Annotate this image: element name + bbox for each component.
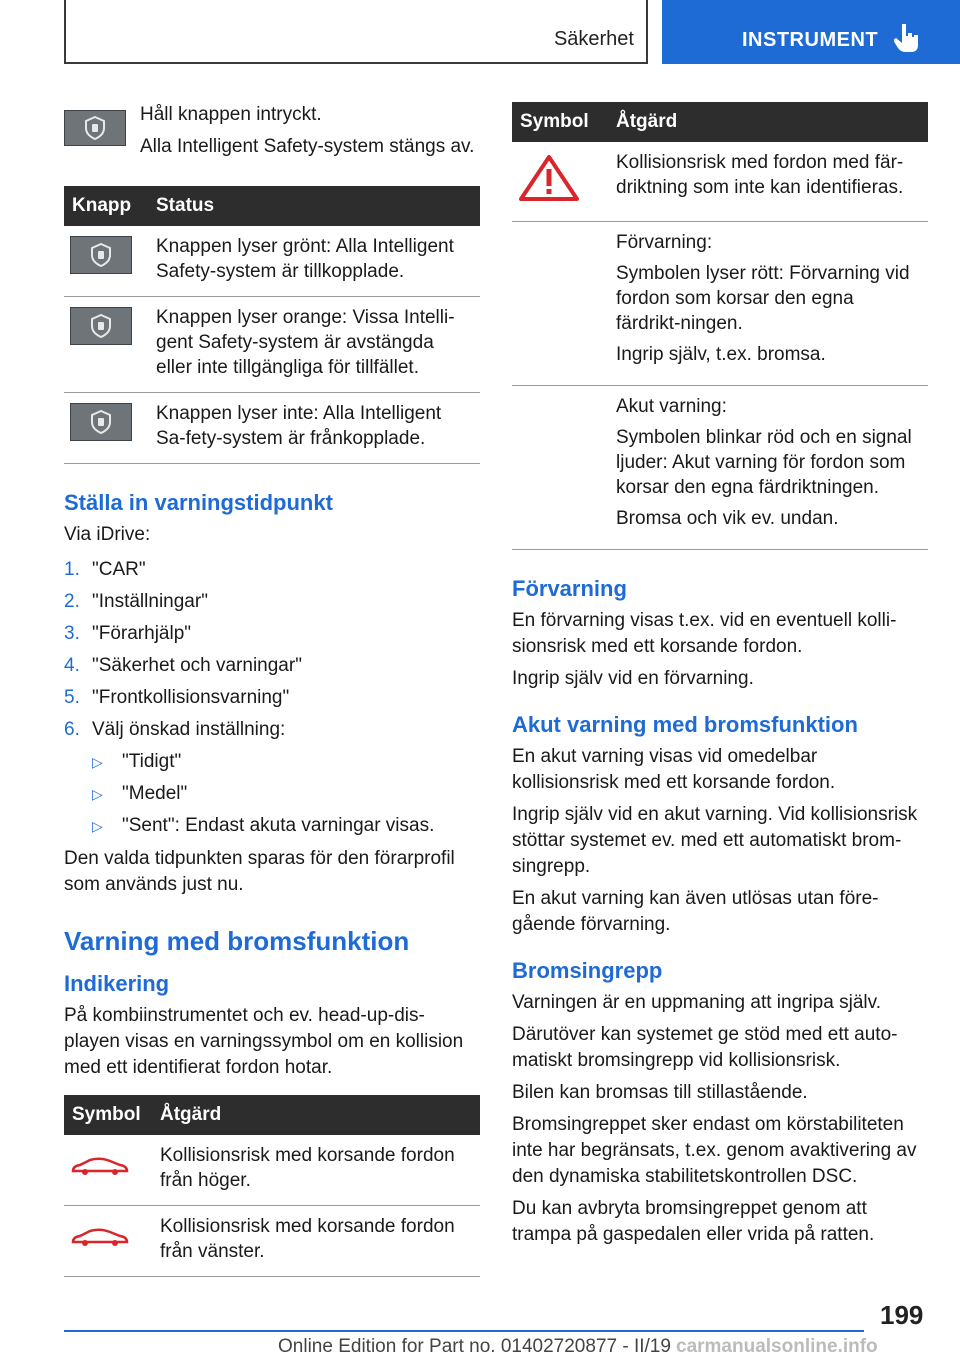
heading-brake-intervention: Bromsingrepp	[512, 958, 663, 983]
hand-pointer-icon	[894, 22, 920, 54]
table-row	[64, 226, 480, 297]
header-section-tab	[64, 0, 648, 64]
col-header-action: Åtgärd	[608, 102, 928, 142]
warning-triangle-icon	[518, 154, 580, 202]
intro-block	[64, 102, 480, 166]
paragraph: Därutöver kan systemet ge stöd med ett auto-matiskt bromsingrepp vid kollisionsrisk.	[512, 1024, 898, 1071]
paragraph: Ingrip själv vid en förvarning.	[512, 668, 754, 689]
paragraph: Ingrip själv vid en akut varning. Vid kollisionsrisk stöttar systemet ev. med ett automatiskt brom-singrepp.	[512, 804, 918, 877]
paragraph: En akut varning visas vid omedelbar kollisionsrisk med ett korsande fordon.	[512, 746, 836, 793]
steps-list	[64, 554, 480, 746]
list-item: ▷ "Medel"	[92, 783, 188, 804]
table-row	[512, 386, 928, 550]
action-text: Akut varning: Symbolen blinkar röd och en signal ljuder: Akut varning för fordon som korsar den egna färdriktningen. Bromsa och vik ev. undan.	[608, 386, 928, 550]
list-item: 6. Välj önskad inställning:	[64, 719, 286, 740]
safety-button-icon	[64, 110, 126, 146]
table-row	[64, 1206, 480, 1277]
table-row	[64, 393, 480, 464]
header-chapter-tab	[662, 0, 960, 64]
paragraph: Bromsingreppet sker endast om körstabiliteten inte har begränsats, t.ex. genom avaktivering av den dynamiska stabilitetskontrollen DSC.	[512, 1114, 917, 1187]
list-item: 1. "CAR"	[64, 559, 146, 580]
left-column	[64, 102, 480, 1277]
list-item: 5. "Frontkollisionsvarning"	[64, 687, 290, 708]
heading-acute-warning: Akut varning med bromsfunktion	[512, 712, 858, 737]
action-text: Kollisionsrisk med fordon med fär-driktning som inte kan identifieras.	[608, 142, 928, 222]
action-text: Kollisionsrisk med korsande fordon från höger.	[152, 1135, 480, 1206]
list-item: 4. "Säkerhet och varningar"	[64, 655, 302, 676]
car-crossing-right-icon	[70, 1155, 130, 1177]
right-column	[512, 102, 928, 1254]
safety-button-icon	[70, 236, 132, 274]
chapter-title: INSTRUMENT	[742, 29, 879, 51]
paragraph: Bilen kan bromsas till stillastående.	[512, 1082, 808, 1103]
symbol-action-table-left	[64, 1095, 480, 1277]
col-header-action: Åtgärd	[152, 1095, 480, 1135]
intro-line-2: Alla Intelligent Safety-system stängs av.	[140, 136, 475, 157]
via-idrive: Via iDrive:	[64, 524, 151, 545]
safety-button-icon	[70, 403, 132, 441]
list-item: ▷ "Tidigt"	[92, 751, 182, 772]
list-item: ▷ "Sent": Endast akuta varningar visas.	[92, 815, 435, 836]
table-row	[64, 1135, 480, 1206]
action-text: Förvarning: Symbolen lyser rött: Förvarning vid fordon som korsar den egna färdrikt-ningen. Ingrip själv, t.ex. bromsa.	[608, 222, 928, 386]
status-text: Knappen lyser grönt: Alla Intelligent Safety-system är tillkopplade.	[148, 226, 480, 297]
footer-divider	[64, 1330, 864, 1332]
intro-line-1: Håll knappen intryckt.	[140, 104, 322, 125]
page-number: 199	[880, 1300, 924, 1330]
indication-text: På kombiinstrumentet och ev. head-up-dis-playen visas en varningssymbol om en kollision med ett identifierat fordon hotar.	[64, 1005, 464, 1078]
heading-brake-warning: Varning med bromsfunktion	[64, 926, 410, 956]
heading-warning-time: Ställa in varningstidpunkt	[64, 490, 333, 515]
table-row	[512, 142, 928, 222]
col-header-button: Knapp	[64, 186, 148, 226]
safety-button-icon	[70, 307, 132, 345]
list-item: 3. "Förarhjälp"	[64, 623, 192, 644]
paragraph: En förvarning visas t.ex. vid en eventuell kolli-sionsrisk med ett korsande fordon.	[512, 610, 897, 657]
col-header-symbol: Symbol	[64, 1095, 152, 1135]
heading-indication: Indikering	[64, 971, 170, 996]
paragraph: En akut varning kan även utlösas utan före-gående förvarning.	[512, 888, 879, 935]
paragraph: Varningen är en uppmaning att ingripa själv.	[512, 992, 881, 1013]
col-header-symbol: Symbol	[512, 102, 608, 142]
section-title: Säkerhet	[553, 28, 634, 50]
list-item: 2. "Inställningar"	[64, 591, 208, 612]
table-row	[64, 297, 480, 393]
col-header-status: Status	[148, 186, 480, 226]
status-text: Knappen lyser inte: Alla Intelligent Sa-fety-system är frånkopplade.	[148, 393, 480, 464]
action-text: Kollisionsrisk med korsande fordon från vänster.	[152, 1206, 480, 1277]
saved-note: Den valda tidpunkten sparas för den förarprofil som används just nu.	[64, 848, 455, 895]
button-status-table	[64, 186, 480, 464]
paragraph: Du kan avbryta bromsingreppet genom att trampa på gaspedalen eller vrida på ratten.	[512, 1198, 875, 1245]
status-text: Knappen lyser orange: Vissa Intelli-gent Safety-system är avstängda eller inte tillgängliga för tillfället.	[148, 297, 480, 393]
table-row	[512, 222, 928, 386]
heading-prewarning: Förvarning	[512, 576, 627, 601]
car-crossing-left-icon	[70, 1226, 130, 1248]
watermark-logo: carmanualsonline.info	[676, 1336, 878, 1357]
symbol-action-table-right	[512, 102, 928, 550]
substeps-list	[64, 746, 480, 842]
footer-edition: Online Edition for Part no. 01402720877 - II/19	[278, 1336, 671, 1357]
